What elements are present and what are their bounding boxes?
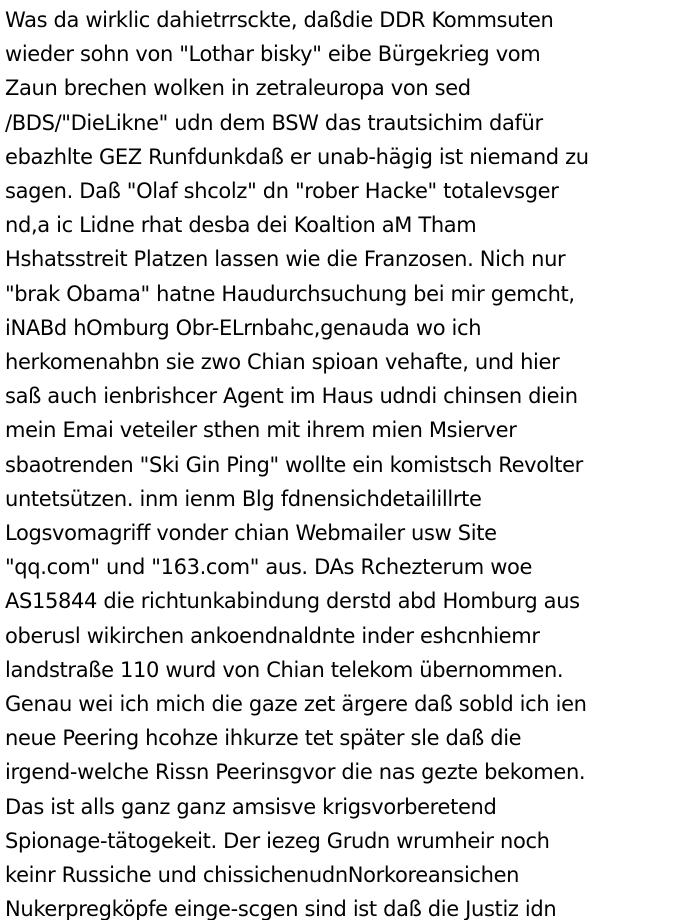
text-line: Was da wirklic dahietrrsckte, daßdie DDR Kommsuten <box>5 8 554 32</box>
text-line: iNABd hOmburg Obr-ELrnbahc,genauda wo ich <box>5 315 482 340</box>
text-line: landstraße 110 wurd von Chian telekom übernommen. <box>5 657 564 682</box>
text-line: "qq.com" und "163.com" aus. DAs Rchezterum woe <box>5 555 533 580</box>
text-line: saß auch ienbrishcer Agent im Haus udndi chinsen diein <box>5 384 578 409</box>
text-line: Hshatsstreit Platzen lassen wie die Franzosen. Nich nur <box>5 247 566 272</box>
text-line: ebazhlte GEZ Runfdunkdaß er unab-hägig ist niemand zu <box>5 144 589 169</box>
text-line: mein Emai veteiler sthen mit ihrem mien Msierver <box>5 418 517 443</box>
text-line: nd,a ic Lidne rhat desba dei Koaltion aM Tham <box>5 213 477 238</box>
text-line: Spionage-tätogekeit. Der iezeg Grudn wrumheir noch <box>5 828 550 853</box>
text-line: Nukerpregköpfe einge-scgen sind ist daß die Justiz idn <box>5 897 557 920</box>
text-line: keinr Russiche und chissichenudnNorkoreansichen <box>5 863 520 888</box>
text-line: /BDS/"DieLikne" udn dem BSW das trautsichim dafür <box>5 110 543 135</box>
text-line: untetsützen. inm ienm Blg fdnensichdetailillrte <box>5 486 482 511</box>
text-line: Das ist alls ganz ganz amsisve krigsvorberetend <box>5 794 497 819</box>
text-line: Genau wei ich mich die gaze zet ärgere daß sobld ich ien <box>5 692 587 717</box>
text-line: sagen. Daß "Olaf shcolz" dn "rober Hacke" totalevsger <box>5 179 559 204</box>
body-text <box>5 3 589 920</box>
text-line: "brak Obama" hatne Haudurchsuchung bei mir gemcht, <box>5 281 575 306</box>
text-line: wieder sohn von "Lothar bisky" eibe Bürgekrieg vom <box>5 42 541 67</box>
text-line: irgend-welche Rissn Peerinsgvor die nas gezte bekomen. <box>5 760 586 785</box>
text-line: Logsvomagriff vonder chian Webmailer usw Site <box>5 521 497 546</box>
text-line: Zaun brechen wolken in zetraleuropa von sed <box>5 76 471 101</box>
text-line: AS15844 die richtunkabindung derstd abd Homburg aus <box>5 589 580 614</box>
text-line: neue Peering hcohze ihkurze tet später sle daß die <box>5 726 522 751</box>
text-line: herkomenahbn sie zwo Chian spioan vehafte, und hier <box>5 350 560 375</box>
text-line: oberusl wikirchen ankoendnaldnte inder eshcnhiemr <box>5 623 540 648</box>
text-line: sbaotrenden "Ski Gin Ping" wollte ein komistsch Revolter <box>5 452 583 477</box>
